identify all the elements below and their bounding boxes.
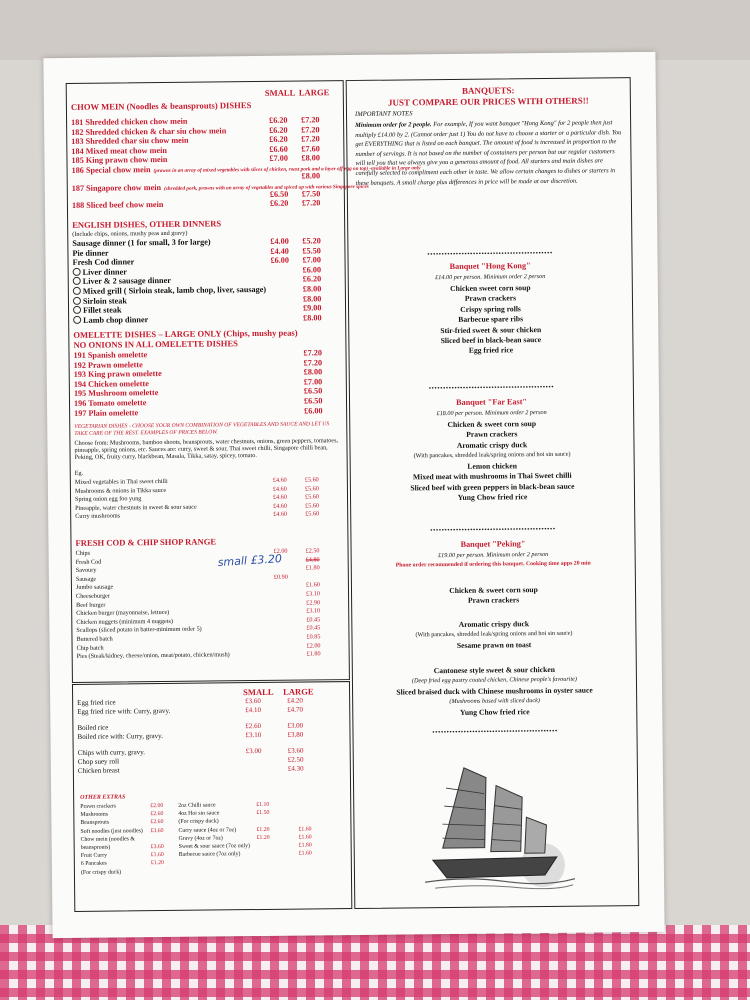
menu-row — [73, 650, 349, 661]
item-name: Egg fried rice with: Curry, gravy. — [77, 706, 171, 716]
menu-row — [70, 406, 346, 418]
item-name: 197 Plain omelette — [74, 407, 139, 418]
extra-name: beansprouts) — [80, 844, 111, 851]
extra-name: Mushrooms — [80, 811, 109, 819]
peking-cantonese: Cantonese style sweet & sour chicken — [433, 664, 555, 676]
banquet-dish: Chicken sweet corn soup — [450, 283, 531, 293]
small-price: £2.60 — [245, 722, 262, 731]
small-price: £3.10 — [245, 730, 262, 739]
peking-duck: Aromatic crispy duck — [458, 619, 530, 629]
small-price: £3.60 — [245, 696, 261, 706]
large-price: £8.00 — [302, 293, 322, 304]
item-name: 192 Prawn omelette — [73, 359, 143, 370]
small-price: £7.00 — [269, 154, 288, 164]
extra-price-large: £1.60 — [298, 826, 312, 833]
large-price: £4.30 — [287, 764, 304, 773]
small-price: £2.00 — [273, 547, 288, 555]
small-price: £6.20 — [269, 198, 289, 209]
extra-price-large: £1.60 — [298, 850, 312, 857]
large-price: £5.50 — [302, 245, 321, 256]
extra-price-large: £1.60 — [298, 834, 312, 841]
large-price: £0.45 — [306, 616, 321, 624]
large-price: £3.80 — [287, 730, 304, 739]
large-price: £7.00 — [303, 377, 323, 387]
vegetarian-eg: Eg. — [74, 469, 84, 477]
extra-price: £2.60 — [150, 819, 164, 826]
far-east-list — [350, 418, 633, 452]
item-name: Chip batch — [76, 644, 104, 652]
banquet-dish: Egg fried rice — [468, 345, 514, 356]
clock-icon — [73, 316, 81, 324]
peking-toast: Sesame prawn on toast — [456, 640, 532, 650]
item-name: Egg fried rice — [77, 698, 116, 707]
far-east-list-2 — [351, 460, 634, 505]
item-label: Liver dinner — [82, 267, 127, 277]
item-name: Boiled rice — [77, 723, 109, 733]
extra-name: Soft noodles (just noodles) — [80, 827, 143, 835]
item-name: 183 Shredded char siu chow mein — [71, 135, 189, 147]
peking-duck-note: (With pancakes, shredded leak/spring onions and hoi sin sauce) — [415, 629, 573, 639]
english-subheader: (Include chips, onions, mushy peas and gravy) — [72, 229, 188, 238]
banquet-dish: Stir-fried sweet & sour chicken — [440, 324, 542, 335]
item-name: Beef burger — [76, 601, 106, 609]
banquet-dish: Sliced beef with green peppers in black-bean sauce — [410, 481, 575, 493]
large-price: £2.90 — [306, 598, 321, 607]
small-price: £4.10 — [245, 705, 262, 714]
item-name: Chips — [75, 549, 91, 557]
extra-price: £1.50 — [256, 810, 270, 817]
small-price: £4.60 — [272, 493, 287, 502]
small-price: £4.40 — [270, 246, 289, 256]
large-price: £1.80 — [305, 564, 320, 572]
hong-kong-title: Banquet "Hong Kong" — [449, 261, 531, 271]
large-price: £4.20 — [287, 696, 303, 705]
item-name: 191 Spanish omelette — [73, 350, 148, 360]
large-price: £7.20 — [301, 198, 321, 208]
item-name: Curry mushrooms — [75, 512, 121, 521]
menu-row — [74, 764, 350, 775]
divider-1: •••••••••••••••••••••••••••••••••••••••••••• — [427, 248, 553, 259]
small-price: £6.50 — [269, 189, 289, 199]
item-name: Pies (Steak/kidney, cheese/onion, meat/potato, chicken/mush) — [76, 651, 230, 661]
banquet-dish: Chicken & sweet corn soup — [449, 585, 538, 596]
item-name: 182 Shredded chicken & char siu chow mein — [71, 125, 227, 137]
peking-title: Banquet "Peking" — [460, 539, 526, 549]
extra-price: £1.20 — [256, 834, 270, 841]
notes-title: IMPORTANT NOTES — [354, 110, 413, 118]
banquet-dish: Aromatic crispy duck — [456, 439, 528, 450]
banquet-dish: Yung Chow fried rice — [457, 492, 528, 503]
item-note: (shredded pork, prawns with an array of vegetables and spiced up with various Singapore spices — [163, 183, 369, 192]
item-name: 193 King prawn omelette — [73, 369, 162, 380]
item-name: 181 Shredded chicken chow mein — [71, 116, 188, 127]
large-price: £7.50 — [301, 188, 321, 199]
banquets-box — [346, 77, 640, 909]
large-price: £1.60 — [305, 581, 320, 589]
extra-name: Beansprouts — [80, 819, 110, 827]
item-name: Chips with curry, gravy. — [77, 748, 146, 758]
vegetarian-header: VEGETARIAN DISHES - CHOOSE YOUR OWN COMBINATION OF VEGETABLES AND SAUCE AND LET US TAKE CARE OF THE REST. EXAMPLES OF PRICES BELOW. — [74, 421, 330, 438]
extra-price: £3.60 — [150, 827, 164, 834]
omelette-header-2: NO ONIONS IN ALL OMELETTE DISHES — [73, 338, 238, 350]
large-price: £2.50 — [287, 755, 304, 764]
item-name: Chicken burger (mayonnaise, lettuce) — [76, 609, 170, 618]
english-list — [68, 236, 345, 325]
large-price: £8.00 — [302, 284, 322, 294]
item-name: Boiled rice with: Curry, gravy. — [77, 731, 163, 741]
extra-name: 6 Pancakes — [80, 860, 107, 868]
large-price: £7.20 — [303, 348, 322, 358]
menu-row — [71, 510, 347, 521]
large-price: £8.00 — [303, 313, 322, 323]
item-name — [73, 296, 127, 306]
small-price: £4.60 — [273, 511, 288, 519]
peking-cantonese-note: (Deep fried egg pastry coated chicken, Chinese people's favourite) — [411, 675, 578, 685]
large-price: £3.10 — [306, 607, 321, 615]
item-label: Lamb chop dinner — [83, 314, 149, 325]
item-name: 188 Sliced beef chow mein — [71, 200, 164, 211]
large-price: £6.20 — [302, 274, 322, 284]
extras-header: OTHER EXTRAS — [80, 794, 126, 801]
item-name: 185 King prawn chow mein — [71, 155, 168, 166]
extra-name: Gravy (4oz or 7oz) — [178, 835, 223, 842]
item-name: Pineapple, water chestnuts in sweet & sour sauce — [75, 503, 197, 512]
extra-price: £1.20 — [256, 826, 270, 833]
large-price: £1.80 — [306, 650, 321, 658]
large-price: £2.00 — [306, 641, 321, 650]
extra-price: £1.20 — [150, 860, 164, 867]
clock-icon — [73, 306, 81, 314]
item-label: Mixed grill ( Sirloin steak, lamb chop, liver, sausage) — [82, 284, 267, 296]
banquet-dish: Lemon chicken — [467, 461, 518, 471]
item-name: Jumbo sausage — [75, 583, 114, 592]
clock-icon — [73, 296, 81, 304]
extra-name: Prawn crackers — [80, 803, 116, 810]
large-price: £7.20 — [303, 357, 323, 368]
item-label: Pie dinner — [72, 248, 109, 258]
chow-mein-header: CHOW MEIN (Noodles & beansprouts) DISHES — [70, 100, 252, 112]
item-name: Cheeseburger — [76, 592, 110, 600]
item-name — [73, 267, 127, 277]
divider-3: •••••••••••••••••••••••••••••••••••••••••••• — [430, 524, 556, 535]
extra-name: Sweet & sour sauce (7oz only) — [178, 843, 251, 850]
large-price: £7.20 — [301, 115, 320, 125]
large-price: £0.85 — [306, 633, 321, 641]
item-name: 194 Chicken omelette — [73, 378, 149, 389]
banquets-title: BANQUETS: — [461, 85, 515, 96]
important-notes — [355, 118, 624, 188]
divider-4: •••••••••••••••••••••••••••••••••••••••••••• — [432, 726, 558, 737]
small-price: £4.60 — [272, 485, 287, 493]
peking-phone-note: Phone order recommended if ordering this banquet. Cooking time apps 20 min — [395, 560, 591, 569]
banquet-dish: Chicken & sweet corn soup — [447, 419, 537, 430]
large-price: £7.20 — [301, 124, 320, 135]
peking-braised: Sliced braised duck with Chinese mushrooms in oyster sauce — [396, 685, 593, 697]
rice-small-label: SMALL — [243, 686, 274, 698]
rice-list — [73, 696, 350, 775]
small-price: £6.20 — [269, 134, 288, 145]
large-price: £8.00 — [301, 153, 320, 163]
large-price: £7.00 — [302, 255, 322, 265]
banquet-dish: Prawn crackers — [467, 595, 520, 606]
junk-ship-illustration — [424, 747, 576, 899]
large-price: £4.80 — [305, 555, 320, 564]
clock-icon — [73, 287, 81, 295]
banquet-dish: Mixed meat with mushrooms in Thai Sweet chilli — [412, 471, 572, 482]
divider-2: •••••••••••••••••••••••••••••••••••••••••••• — [428, 382, 555, 393]
item-name: Chop suey roll — [77, 757, 120, 766]
item-name: 196 Tomato omelette — [73, 398, 147, 408]
small-price: £4.00 — [270, 236, 289, 246]
item-name: Buttered batch — [76, 635, 113, 643]
extra-price-large: £1.80 — [298, 842, 312, 849]
peking-rice: Yung Chow fried rice — [459, 707, 530, 717]
far-east-price: £18.00 per person. Minimum order 2 person — [436, 408, 547, 418]
large-price: £5.20 — [302, 236, 321, 246]
large-price: £3.10 — [305, 590, 320, 598]
extra-price: £2.60 — [150, 811, 164, 818]
extra-name: 2oz Chilli sauce — [178, 802, 216, 809]
banquet-dish: Barbecue spare ribs — [458, 314, 524, 325]
extra-row — [75, 867, 215, 877]
omelette-header: OMELETTE DISHES – LARGE ONLY (Chips, mushy peas) — [73, 327, 298, 340]
extra-price: £3.60 — [150, 843, 164, 851]
extra-name: (For crispy duck) — [80, 868, 122, 876]
clock-icon — [73, 277, 81, 285]
menu-row — [68, 198, 344, 210]
item-name: 195 Mushroom omelette — [73, 388, 159, 399]
banquet-dish: Crispy spring rolls — [460, 304, 521, 314]
extra-price: £2.00 — [150, 803, 164, 810]
rice-extras-box — [72, 681, 352, 912]
peking-list — [352, 584, 635, 608]
large-price: £5.60 — [304, 476, 319, 484]
extra-price: £1.60 — [150, 852, 164, 859]
vegetarian-section — [70, 421, 346, 521]
large-column-label: LARGE — [298, 87, 330, 98]
item-name — [73, 315, 148, 325]
small-price: £4.60 — [273, 502, 288, 510]
far-east-duck-note: (With pancakes, shredded leak/spring onions and hoi sin sauce) — [413, 450, 571, 460]
menu-row — [73, 705, 349, 716]
peking-braised-note: (Mushrooms based with sliced duck) — [449, 697, 540, 706]
omelette-list — [69, 348, 346, 418]
banquet-dish: Prawn crackers — [466, 429, 518, 440]
item-name: Scallops (sliced potato in batter-minimum order 5) — [76, 625, 202, 635]
item-label: Fillet steak — [83, 305, 122, 315]
menu-row — [69, 313, 345, 325]
small-price: £6.20 — [269, 125, 288, 135]
large-price: £5.60 — [305, 502, 320, 510]
large-price: £6.50 — [303, 386, 323, 396]
item-note: (prawns in an array of mixed vegetables with slices of chicken, roast pork and a layer off egg on top) -available in Large only — [153, 165, 421, 175]
menu-row — [73, 730, 349, 741]
item-label: Sausage dinner (1 for small, 3 for large) — [72, 237, 211, 248]
large-price: £6.50 — [303, 396, 323, 406]
item-name: Sausage — [75, 575, 97, 583]
banquets-subtitle: JUST COMPARE OUR PRICES WITH OTHERS!! — [387, 95, 589, 108]
large-price: £7.60 — [301, 144, 320, 154]
large-price: £3.60 — [287, 746, 304, 756]
large-price: £2.50 — [305, 547, 320, 555]
extra-name: Barbecue sauce (7oz only) — [178, 851, 241, 858]
extra-name: Chow mein (noodles & — [80, 836, 135, 843]
item-name — [73, 306, 122, 316]
rice-large-label: LARGE — [283, 686, 314, 697]
large-price: £5.60 — [304, 493, 319, 501]
item-name: Spring onion egg foo yung — [74, 495, 142, 504]
item-name: Fresh Cod — [75, 558, 102, 566]
vegetarian-description: Choose from: Mushrooms, bamboo shoots, beansprouts, water chestnuts, onions, green peppers, tomatoes, pineapple, spring onions, etc. Sauces are: curry, sweet & sour, Thai sweet chilli, Singapore chilli bean, Peking, OK, fruity curry, blackbean, Masala, Tikka, satay, spicey, tomato. — [74, 437, 339, 462]
menu-page — [43, 52, 664, 938]
omelette-section — [69, 327, 345, 418]
far-east-title: Banquet "Far East" — [456, 397, 527, 407]
banquet-dish: Prawn crackers — [464, 293, 517, 304]
small-price: £6.00 — [270, 255, 290, 266]
extra-name: Fruit Curry — [80, 852, 108, 860]
item-label: Liver & 2 sausage dinner — [82, 276, 171, 287]
small-price: £6.60 — [269, 144, 288, 154]
chip-shop-list — [72, 547, 349, 662]
handwritten-note: small £3.20 — [217, 552, 283, 570]
item-name: Savoury — [75, 566, 97, 575]
item-name: 186 Special chow mein (prawns in an array of mixed vegetables with slices of chicken, roast pork and a layer off egg on top) -available in Large only — [71, 165, 421, 175]
small-price: £3.00 — [245, 747, 262, 756]
vegetarian-list — [71, 476, 347, 522]
extra-name: Curry sauce (4oz or 7oz) — [178, 826, 237, 834]
item-name: 184 Mixed meat chow mein — [71, 145, 167, 156]
large-price: £8.00 — [301, 171, 321, 181]
large-price: £7.20 — [301, 134, 320, 144]
notes-lead: Minimum order for 2 people. — [355, 121, 432, 129]
large-price: £5.60 — [305, 510, 320, 518]
extras-right-list — [178, 800, 349, 859]
small-price: £4.60 — [272, 476, 287, 484]
clock-icon — [73, 268, 81, 276]
extra-name: 4oz Hoi sin sauce — [178, 810, 220, 818]
large-price: £3.00 — [287, 721, 304, 730]
small-column-label: SMALL — [264, 87, 296, 98]
item-name: Chicken breast — [77, 766, 120, 775]
english-header: ENGLISH DISHES, OTHER DINNERS — [72, 218, 222, 230]
small-price: £6.20 — [269, 115, 288, 125]
extra-name: (For crispy duck) — [178, 818, 219, 826]
item-label: Fresh Cod dinner — [72, 257, 135, 268]
item-name: Mushrooms & onions in Tikka sauce — [74, 486, 167, 495]
large-price: £8.00 — [303, 367, 323, 377]
hong-kong-list — [349, 282, 633, 358]
item-label: Sirloin steak — [82, 295, 127, 306]
banquet-dish: Sliced beef in black-bean sauce — [440, 335, 542, 346]
item-name: Mixed vegetables in Thai sweet chilli — [74, 477, 168, 486]
extra-price: £1.10 — [256, 801, 270, 809]
extra-row — [179, 849, 349, 859]
large-price: £6.00 — [304, 405, 323, 416]
peking-price: £19.00 per person. Minimum order 2 person — [438, 550, 549, 560]
large-price: £0.45 — [306, 624, 321, 632]
large-price: £9.00 — [302, 303, 322, 313]
item-name: 187 Singapore chow mein (shredded pork, prawns with an array of vegetables and spiced up with various Singapore spices — [71, 182, 369, 193]
hong-kong-price: £14.00 per person. Minimum order 2 person — [435, 272, 546, 282]
item-name — [72, 248, 108, 258]
item-name: Chicken nuggets (minimum 4 nuggets) — [76, 617, 173, 626]
notes-text: For example, If you want banquet "Hong Kong" for 2 people then just multiply £14.00 by 2. (Cannot order just 1) You do not have to choose a starter or a particular dish. You get EVERYTHING that is listed on each banquet. The amount of food is increased in proportion to the number of servings. It is not based on the number of containers per person but our regular customers will tell you that we always give you a generous amount of food. All starters and main dishes are carefully selected to compliment each other in taste. We allow certain changes to dishes or starters in these banquets. A small charge plus differences in price will be made at our discretion. — [355, 119, 622, 187]
large-price: £4.70 — [287, 705, 304, 714]
large-price: £6.00 — [302, 265, 322, 275]
small-price: £0.90 — [273, 573, 288, 581]
chip-shop-header: FRESH COD & CHIP SHOP RANGE — [75, 536, 217, 548]
english-section — [68, 217, 344, 325]
large-price: £5.60 — [304, 484, 319, 493]
